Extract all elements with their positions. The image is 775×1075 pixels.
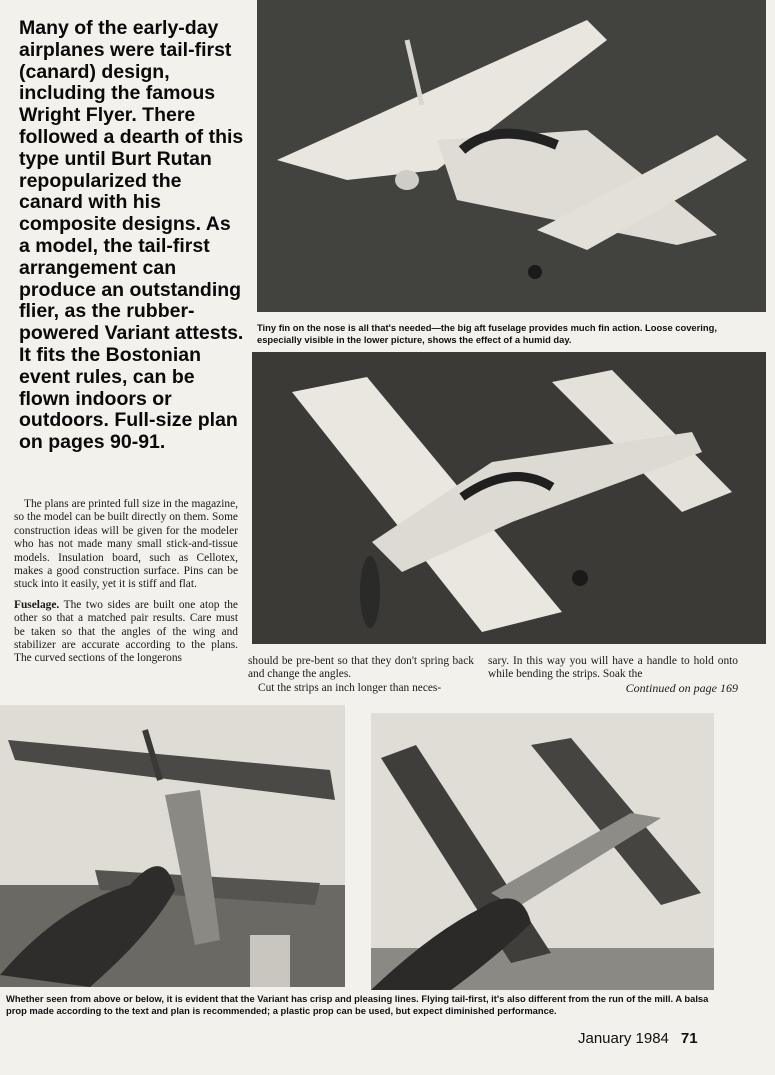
col3-paragraph: sary. In this way you will have a handle to hold onto while bending the strips. Soak the: [488, 655, 738, 681]
col2-paragraph-1: should be pre-bent so that they don't spring back and change the angles.: [248, 655, 474, 681]
intro-text: Many of the early-day airplanes were tail-first (canard) design, including the famous Wright Flyer. There followed a dearth of this type until Burt Rutan repopularized the canard with his composite designs. As a model, the tail-first arrangement can produce an outstanding flier, as the rubber-powered Variant attests. It fits the Bostonian event rules, can be flown indoors or outdoors. Full-size plan on pages 90-91.: [19, 17, 244, 454]
body-column-3: [488, 655, 738, 696]
caption-bottom-photos: Whether seen from above or below, it is evident that the Variant has crisp and pleasing lines. Flying tail-first, it's also different from the run of the mill. A balsa prop made according to the text and plan is recommended; a plastic prop can be used, but expect diminished performance.: [6, 993, 709, 1016]
page-footer: [578, 1030, 698, 1048]
photo-middle-model-on-ground: [252, 352, 766, 644]
continued-on-page: Continued on page 169: [625, 680, 738, 695]
body-column-1: [14, 498, 238, 666]
issue-date: January 1984: [578, 1030, 669, 1047]
col2-paragraph-2: Cut the strips an inch longer than neces-: [258, 681, 442, 694]
page-number: 71: [680, 1030, 698, 1047]
fuselage-paragraph: [14, 599, 238, 666]
fuselage-text: The two sides are built one atop the other so that a matched pair results. Care must be taken so that the angles of the wing and stabilizer are accurate according to the plans. The curved sections of the longerons: [14, 598, 238, 665]
continued-note: [488, 682, 738, 696]
photo-bottom-left-hand-launch: [0, 705, 345, 987]
fuselage-heading: Fuselage.: [14, 598, 60, 611]
photo-top-model-on-ground: [257, 0, 766, 312]
photo-bottom-right-hand-launch: [371, 713, 714, 990]
plans-paragraph: The plans are printed full size in the magazine, so the model can be built directly on them. Some construction ideas will be given for the modeler who has not made many small stick-and-tissue models. Insulation board, such as Cellotex, makes a good construction surface. Pins can be stuck into it easily, yet it is stiff and flat.: [14, 498, 238, 591]
body-column-2: [248, 655, 474, 695]
caption-top-photo: Tiny fin on the nose is all that's needed—the big aft fuselage provides much fin action. Loose covering, especially visible in the lower picture, shows the effect of a humid day.: [257, 322, 717, 345]
